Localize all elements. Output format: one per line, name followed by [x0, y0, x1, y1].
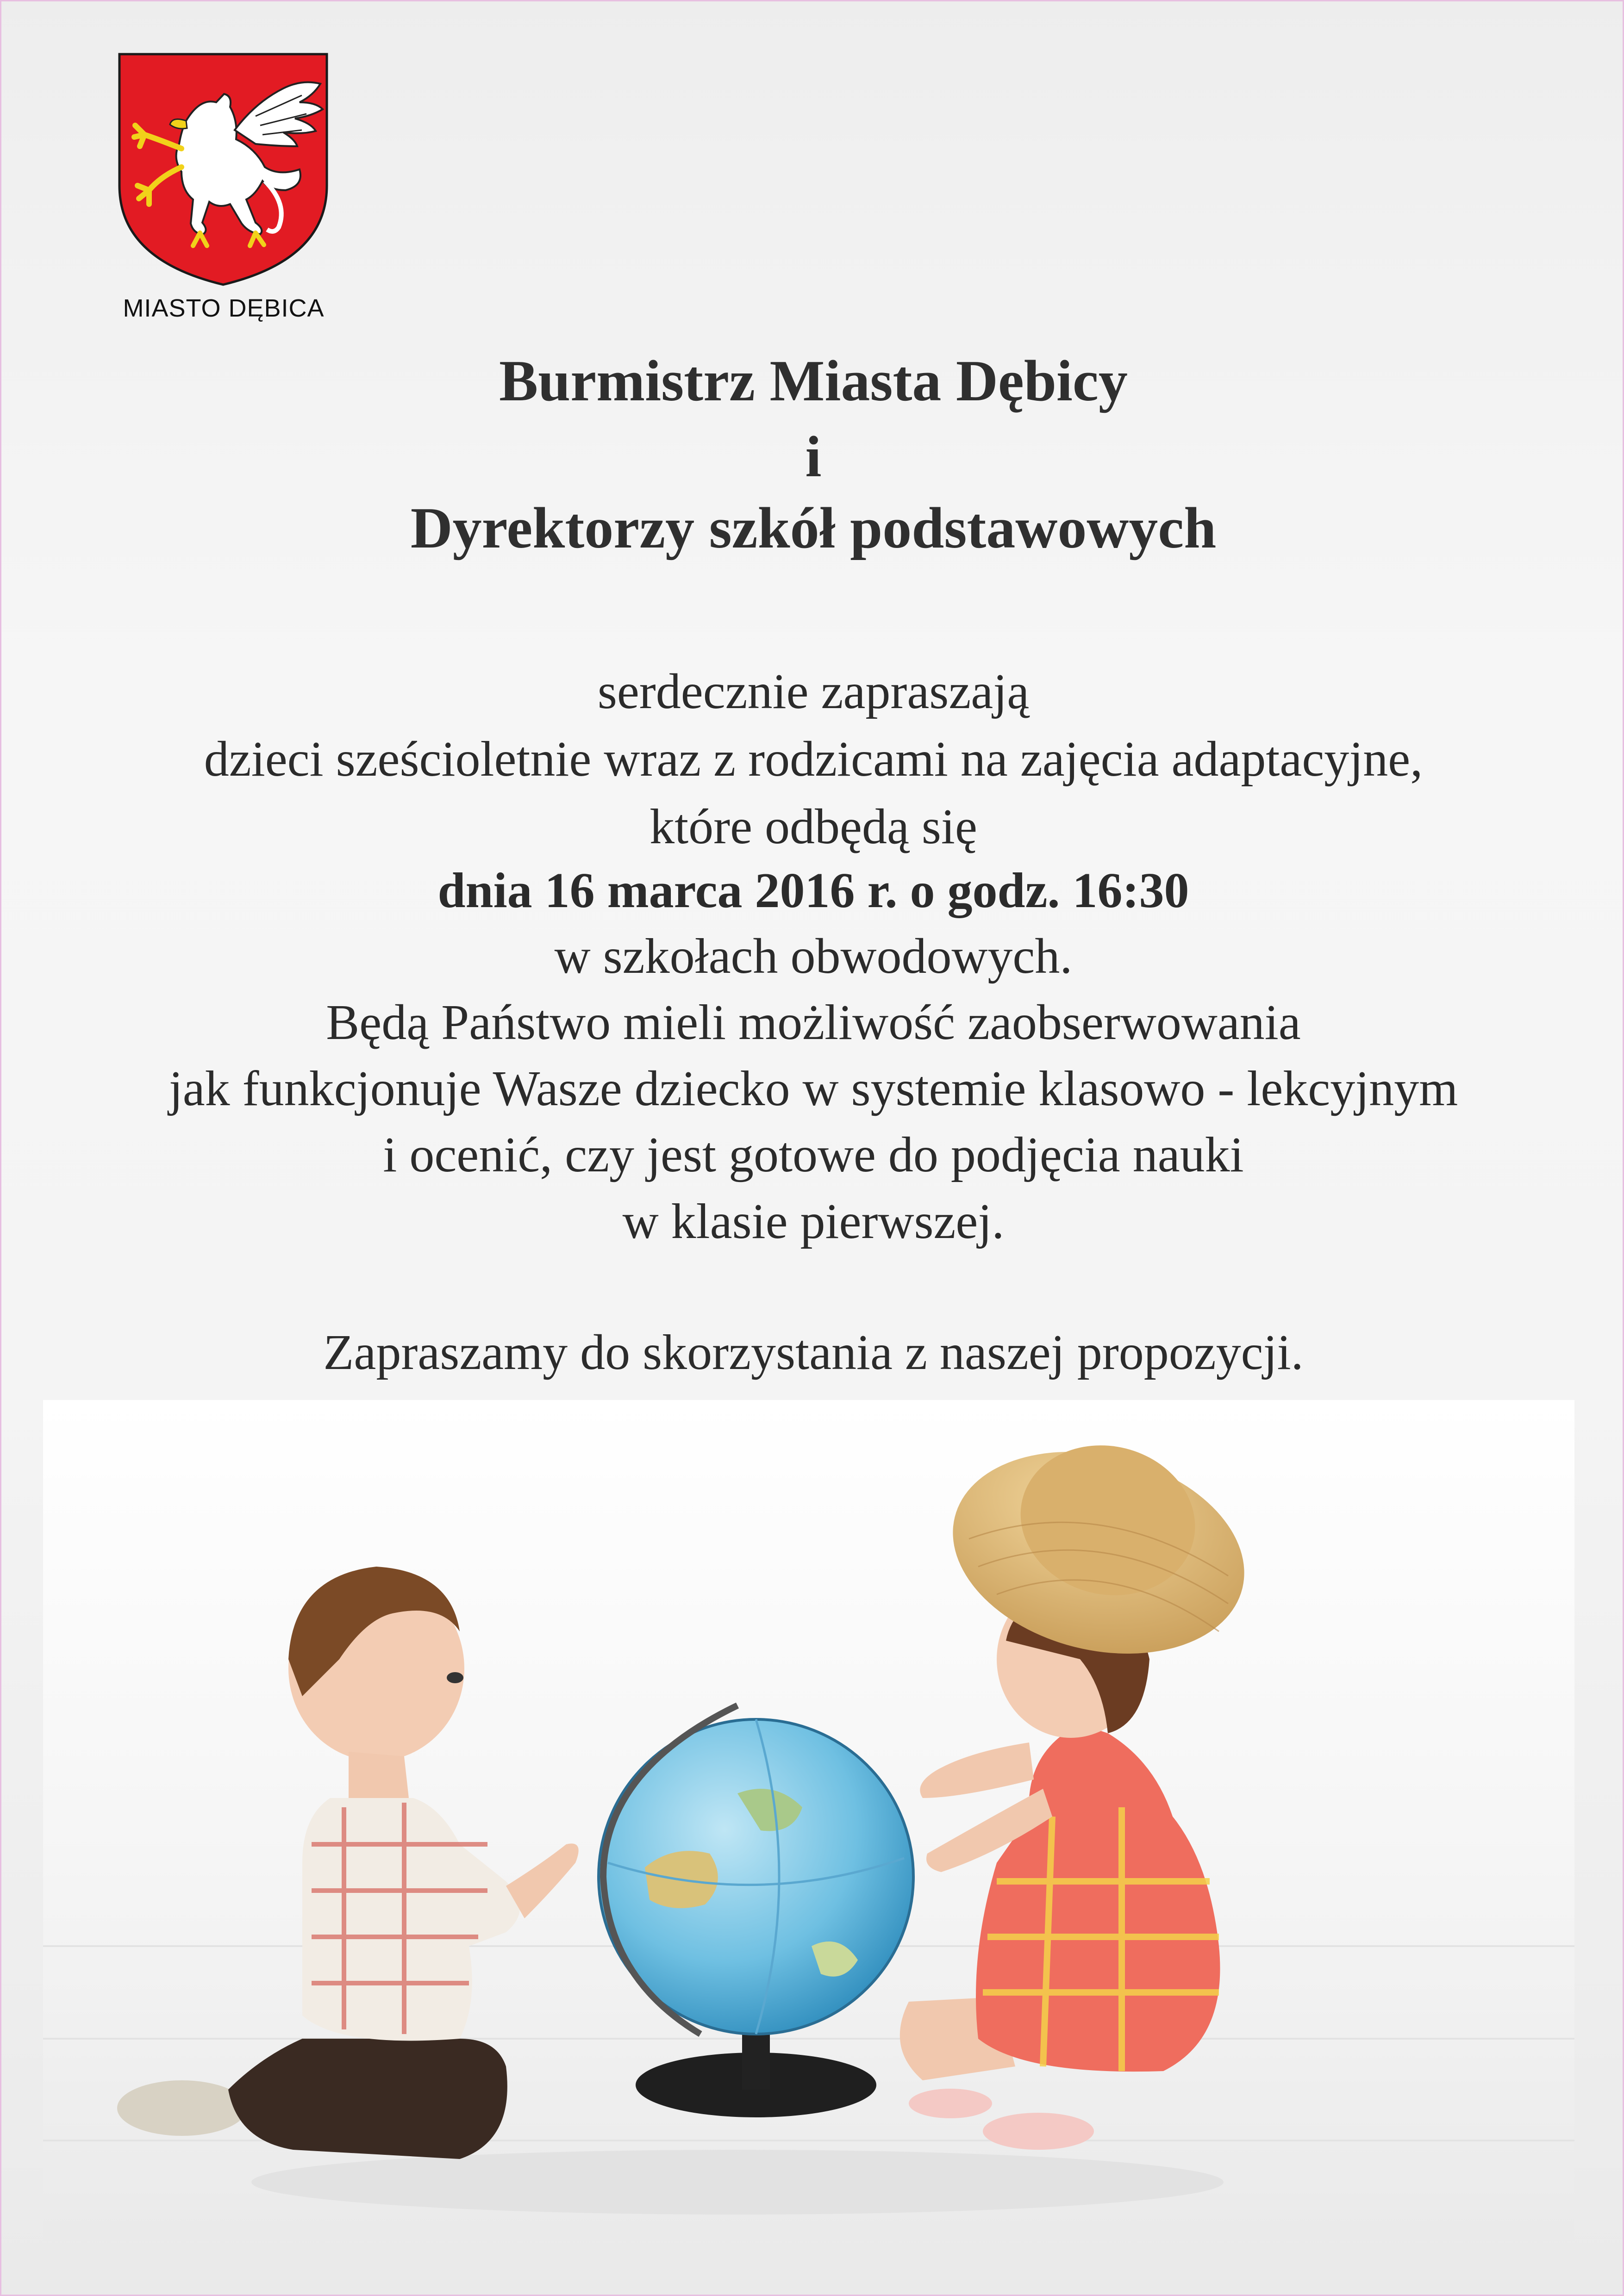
- invitation-line-9: w klasie pierwszej.: [622, 1194, 1005, 1249]
- event-date: dnia 16 marca 2016 r. o godz. 16:30: [437, 863, 1189, 918]
- invitation-line-3: które odbędą się: [650, 799, 977, 854]
- closing-line: Zapraszamy do skorzystania z naszej propozycji.: [323, 1325, 1304, 1380]
- invitation-line-5: w szkołach obwodowych.: [554, 929, 1073, 984]
- invitation-line-1: serdecznie zapraszają: [597, 664, 1030, 719]
- heading-line-3: Dyrektorzy szkół podstawowych: [410, 496, 1217, 560]
- children-with-globe-photo: [43, 1400, 1574, 2240]
- invitation-line-7: jak funkcjonuje Wasze dziecko w systemie klasowo - lekcyjnym: [169, 1061, 1458, 1116]
- invitation-line-6: Będą Państwo mieli możliwość zaobserwowania: [326, 995, 1301, 1050]
- invitation-line-8: i ocenić, czy jest gotowe do podjęcia nauki: [383, 1127, 1244, 1182]
- logo-caption: MIASTO DĘBICA: [123, 294, 325, 322]
- heading-line-2: i: [805, 425, 822, 489]
- griffin-coat-of-arms-icon: [116, 51, 330, 287]
- heading-line-1: Burmistrz Miasta Dębicy: [499, 349, 1128, 413]
- invitation-line-2: dzieci sześcioletnie wraz z rodzicami na zajęcia adaptacyjne,: [204, 732, 1423, 787]
